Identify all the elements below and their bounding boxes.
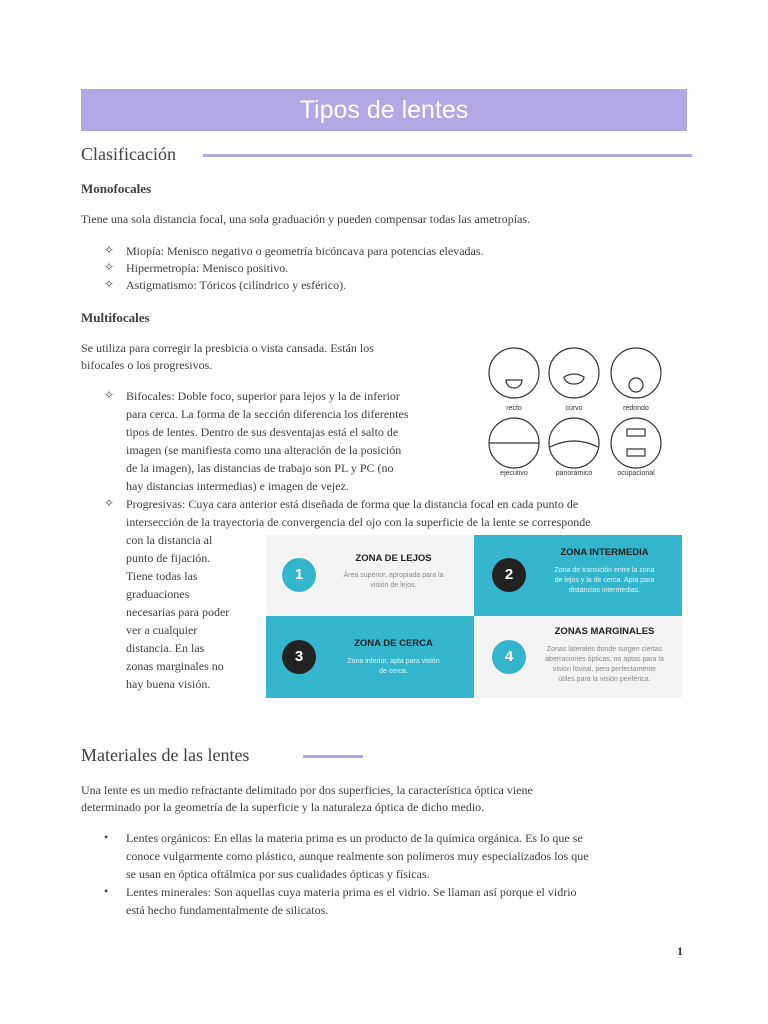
lens-label: redondo (623, 405, 649, 412)
organicos-line: conoce vulgarmente como plástico, aunque realmente son polímeros muy especializados los que (126, 849, 589, 863)
progresivas-line: distancia. En las (126, 641, 205, 655)
zone-number-badge: 1 (282, 558, 316, 592)
zone-title: ZONA INTERMEDIA (560, 547, 649, 558)
lens-types-diagram (484, 347, 684, 477)
lens-recto-segment (506, 380, 522, 388)
minerales-line: está hecho fundamentalmente de silicatos. (126, 903, 329, 917)
minerales-line: Lentes minerales: Son aquellas cuya materia prima es el vidrio. Se llaman así porque el vidrio (126, 885, 577, 899)
lens-ocupacional-top (627, 429, 645, 436)
zone-title: ZONA DE CERCA (354, 638, 433, 649)
zone-number-badge: 3 (282, 640, 316, 674)
diamond-bullet-icon: ✧ (104, 277, 115, 291)
subheading-monofocales: Monofocales (81, 181, 152, 196)
lens-redondo-segment (629, 378, 643, 392)
list-item: Astigmatismo: Tóricos (cilíndrico y esférico). (126, 278, 347, 292)
bifocales-line: hay distancias intermedias) e imagen de vejez. (126, 479, 349, 493)
list-item: Miopía: Menisco negativo o geometría bicóncava para potencias elevadas. (126, 244, 484, 258)
zone-desc-line: Zona inferior, apta para visión (347, 658, 440, 665)
lens-curvo-shape (549, 348, 599, 398)
dot-bullet-icon: • (104, 884, 109, 898)
dot-bullet-icon: • (104, 830, 109, 844)
progresivas-line: necesarias para poder (126, 605, 230, 619)
zone-lejos (266, 535, 474, 616)
section-heading-materiales: Materiales de las lentes (81, 745, 250, 765)
multifocales-intro-line2: bifocales o los progresivos. (81, 358, 213, 372)
bifocales-line: de la imagen), las distancias de trabajo son PL y PC (no (126, 461, 394, 475)
lens-redondo-shape (611, 348, 661, 398)
lens-label: ocupacional (617, 470, 655, 477)
diamond-bullet-icon: ✧ (104, 243, 115, 257)
lens-label: ejecutivo (500, 470, 528, 477)
progresivas-line: ver a cualquier (126, 623, 198, 637)
zone-cerca (266, 616, 474, 698)
progresivas-line: Tiene todas las (126, 569, 198, 583)
progresivas-line: hay buena visión. (126, 677, 211, 691)
organicos-line: Lentes orgánicos: En ellas la materia prima es un producto de la química orgánica. Es lo que se (126, 831, 583, 845)
materiales-intro-line1: Una lente es un medio refractante delimitado por dos superficies, la característica óptica viene (81, 783, 533, 797)
lens-ocupacional-shape (611, 418, 661, 468)
lens-panoramico-curve (550, 441, 598, 447)
materiales-intro-line2: determinado por la geometría de la superficie y la naturaleza óptica de dicho medio. (81, 800, 485, 814)
progresivas-line: punto de fijación. (126, 551, 211, 565)
zone-desc-line: visión de lejos. (370, 582, 417, 589)
subheading-multifocales: Multifocales (81, 310, 150, 325)
organicos-line: se usan en óptica oftálmica por sus cualidades ópticas y físicas. (126, 867, 430, 881)
zone-number-badge: 4 (492, 640, 526, 674)
progressive-zones-infographic (266, 535, 682, 698)
lens-panoramico-shape (549, 418, 599, 468)
lens-label: recto (506, 405, 522, 412)
multifocales-intro-line1: Se utiliza para corregir la presbicia o vista cansada. Están los (81, 341, 374, 355)
progresivas-line: con la distancia al (126, 533, 213, 547)
zone-desc-line: de cerca. (379, 668, 408, 675)
zone-number-badge: 2 (492, 558, 526, 592)
zone-desc-line: Zonas laterales donde surgen ciertas (546, 646, 663, 653)
lens-recto-shape (489, 348, 539, 398)
progresivas-line: zonas marginales no (126, 659, 224, 673)
zone-desc-line: Área superior, apropiada para la (343, 572, 444, 579)
page-number: 1 (677, 944, 683, 958)
lens-label: panorámico (555, 470, 593, 477)
zone-title: ZONA DE LEJOS (355, 553, 432, 564)
lens-ocupacional-bottom (627, 449, 645, 456)
zone-intermedia (474, 535, 682, 616)
zone-title: ZONAS MARGINALES (554, 626, 655, 637)
diamond-bullet-icon: ✧ (104, 260, 115, 274)
zone-desc-line: aberraciones ópticas, no aptas para la (545, 656, 664, 663)
heading-underline (203, 154, 692, 157)
diamond-bullet-icon: ✧ (104, 388, 115, 402)
zone-desc-line: útiles para la visión periférica. (558, 676, 651, 683)
diamond-bullet-icon: ✧ (104, 496, 115, 510)
bifocales-line: para cerca. La forma de la sección diferencia los diferentes (126, 407, 409, 421)
section-heading-clasificacion: Clasificación (81, 144, 176, 164)
monofocales-intro: Tiene una sola distancia focal, una sola graduación y pueden compensar todas las ametropías. (81, 212, 531, 226)
progresivas-line: intersección de la trayectoria de convergencia del ojo con la superficie de la lente se corresponde (126, 515, 591, 529)
list-item: Hipermetropía: Menisco positivo. (126, 261, 289, 275)
document-title: Tipos de lentes (81, 89, 687, 131)
lens-label: curvo (565, 405, 583, 412)
zone-desc-line: de lejos y la de cerca. Apta para (554, 577, 655, 584)
zone-desc-line: visión foveal, pero perfectamente (552, 666, 657, 673)
progresivas-line: graduaciones (126, 587, 190, 601)
heading-underline (303, 755, 363, 758)
bifocales-line: imagen (se manifiesta como una alteración de la posición (126, 443, 402, 457)
zone-desc-line: Zona de transición entre la zona (554, 567, 655, 574)
bifocales-line: Bifocales: Doble foco, superior para lejos y la de inferior (126, 389, 400, 403)
zone-desc-line: distancias intermedias. (568, 587, 641, 594)
lens-curvo-segment (564, 374, 584, 384)
progresivas-line: Progresivas: Cuya cara anterior está diseñada de forma que la distancia focal en cada punto de (126, 497, 579, 511)
bifocales-line: tipos de lentes. Dentro de sus desventajas está el salto de (126, 425, 399, 439)
zone-marginales (474, 616, 682, 698)
